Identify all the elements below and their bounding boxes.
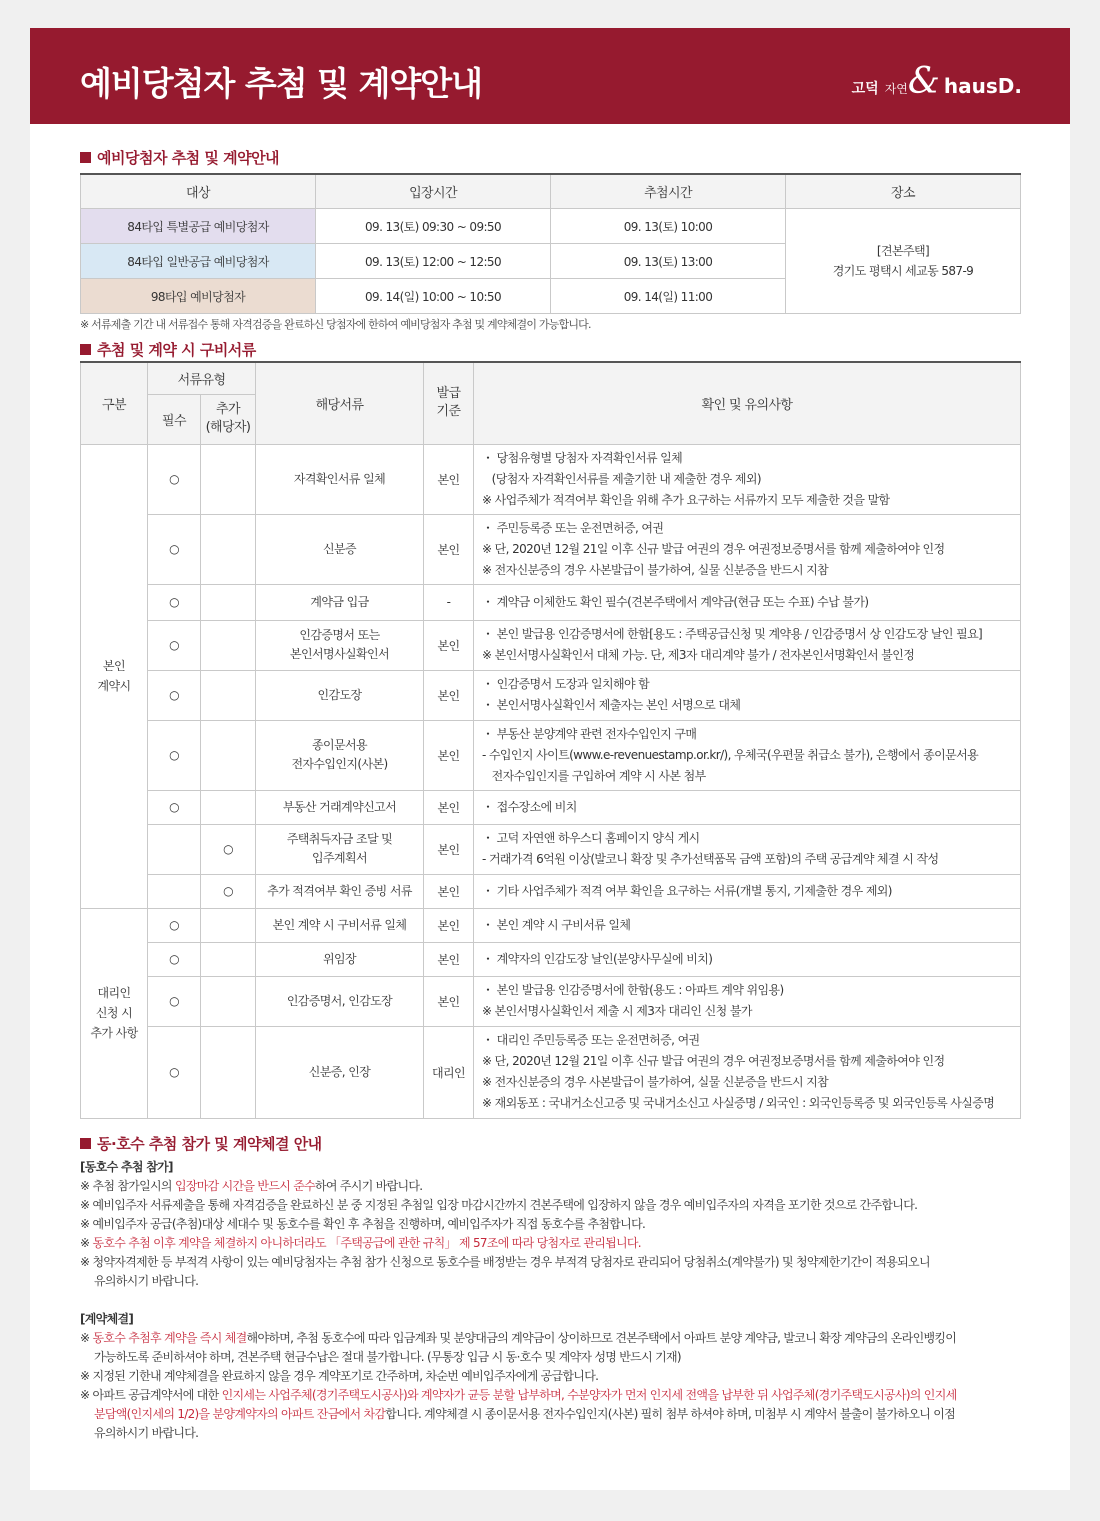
- col-header-doc-type: 서류유형: [148, 362, 256, 394]
- brand-logo: [851, 61, 1022, 102]
- notes-cell: [474, 514, 1021, 584]
- guide-line: ※ 청약자격제한 등 부적격 사항이 있는 예비당첨자는 추첨 참가 신청으로 동호수를 배정받는 경우 부적격 당첨자로 관리되어 당첨취소(계약불가) 및 청약제한기간이 적용되오니: [80, 1255, 930, 1269]
- notes-cell: [474, 942, 1021, 976]
- issue-basis: 본인: [424, 942, 474, 976]
- issue-basis: 본인: [424, 908, 474, 942]
- draw-cell: 09. 13(토) 10:00: [551, 209, 786, 244]
- document-name: 종이문서용 전자수입인지(사본): [256, 720, 424, 790]
- required-mark: ○: [148, 790, 201, 824]
- guide-line: 가능하도록 준비하셔야 하며, 견본주택 현금수납은 절대 불가합니다. (무통장 입금 시 동·호수 및 계약자 성명 반드시 기재): [94, 1350, 681, 1364]
- brand-ko1: 고덕: [851, 81, 879, 97]
- notes-cell: [474, 874, 1021, 908]
- target-cell: 84타입 일반공급 예비당첨자: [81, 244, 316, 279]
- col-header-notes: 확인 및 유의사항: [474, 362, 1021, 444]
- additional-mark: [201, 620, 256, 670]
- document-name: 주택취득자금 조달 및 입주계획서: [256, 824, 424, 874]
- additional-mark: [201, 790, 256, 824]
- entry-cell: 09. 14(일) 10:00 ~ 10:50: [316, 279, 551, 314]
- additional-mark: ○: [201, 824, 256, 874]
- additional-mark: [201, 908, 256, 942]
- notes-cell: [474, 584, 1021, 620]
- square-bullet-icon: [80, 152, 91, 163]
- brand-amp: &: [907, 61, 940, 102]
- target-cell: 98타입 예비당첨자: [81, 279, 316, 314]
- entry-cell: 09. 13(토) 12:00 ~ 12:50: [316, 244, 551, 279]
- note-line: ※ 전자신분증의 경우 사본발급이 불가하여, 실물 신분증을 반드시 지참: [482, 562, 829, 577]
- guide-line: ※ 예비입주자 공급(추첨)대상 세대수 및 동호수를 확인 후 추첨을 진행하며, 예비입주자가 직접 동호수를 추첨합니다.: [80, 1217, 646, 1231]
- issue-basis: 본인: [424, 824, 474, 874]
- note-line: ※ 단, 2020년 12월 21일 이후 신규 발급 여권의 경우 여권정보증명서를 함께 제출하여야 인정: [482, 1054, 945, 1068]
- col-header-place: 장소: [786, 174, 1021, 209]
- note-line: (당첨자 자격확인서류를 제출기한 내 제출한 경우 제외): [482, 471, 761, 486]
- note-line: ※ 사업주체가 적격여부 확인을 위해 추가 요구하는 서류까지 모두 제출한 것을 말함: [482, 492, 890, 507]
- document-name: 인감도장: [256, 670, 424, 720]
- issue-basis: 본인: [424, 874, 474, 908]
- issue-basis: -: [424, 584, 474, 620]
- required-mark: [148, 824, 201, 874]
- additional-mark: [201, 584, 256, 620]
- issue-basis: 본인: [424, 670, 474, 720]
- guide-line: ※ 추첨 참가일시의 입장마감 시간을 반드시 준수하여 주시기 바랍니다.: [80, 1179, 423, 1193]
- guide-line: 유의하시기 바랍니다.: [94, 1426, 199, 1440]
- table-row: [81, 874, 1021, 908]
- required-mark: ○: [148, 908, 201, 942]
- required-mark: ○: [148, 620, 201, 670]
- table-row: [81, 942, 1021, 976]
- col-header-additional: 추가 (해당자): [201, 394, 256, 444]
- table-row: [81, 514, 1021, 584]
- col-header-draw: 추첨시간: [551, 174, 786, 209]
- note-line: ※ 재외동포 : 국내거소신고증 및 국내거소신고 사실증명 / 외국인 : 외국인등록증 및 외국인등록 사실증명: [482, 1096, 995, 1110]
- additional-mark: [201, 670, 256, 720]
- brand-ko2: 자연: [884, 82, 908, 96]
- notes-cell: [474, 670, 1021, 720]
- note-line: - 거래가격 6억원 이상(발코니 확장 및 추가선택품목 금액 포함)의 주택 공급계약 체결 시 작성: [482, 852, 939, 866]
- table-row: [81, 790, 1021, 824]
- table-row: [81, 209, 1021, 244]
- note-line: ・ 당첨유형별 당첨자 자격확인서류 일체: [482, 450, 683, 465]
- category-cell: 본인 계약시: [81, 444, 148, 908]
- table-row: [81, 976, 1021, 1026]
- note-line: ※ 본인서명사실확인서 제출 시 제3자 대리인 신청 불가: [482, 1004, 752, 1018]
- target-cell: 84타입 특별공급 예비당첨자: [81, 209, 316, 244]
- issue-basis: 본인: [424, 720, 474, 790]
- notes-cell: [474, 976, 1021, 1026]
- col-header-target: 대상: [81, 174, 316, 209]
- required-mark: ○: [148, 670, 201, 720]
- notes-cell: [474, 824, 1021, 874]
- col-header-category: 구분: [81, 362, 148, 444]
- note-line: ・ 본인서명사실확인서 제출자는 본인 서명으로 대체: [482, 698, 741, 712]
- square-bullet-icon: [80, 1138, 91, 1149]
- note-line: ・ 계약금 이체한도 확인 필수(견본주택에서 계약금(현금 또는 수표) 수납 불가): [482, 594, 869, 609]
- note-line: ・ 고덕 자연앤 하우스디 홈페이지 양식 게시: [482, 831, 700, 845]
- table-row: [81, 670, 1021, 720]
- issue-basis: 본인: [424, 620, 474, 670]
- note-line: ・ 본인 계약 시 구비서류 일체: [482, 917, 631, 932]
- note-line: ・ 대리인 주민등록증 또는 운전면허증, 여권: [482, 1033, 700, 1047]
- required-mark: ○: [148, 1026, 201, 1118]
- category-cell: 대리인 신청 시 추가 사항: [81, 908, 148, 1118]
- page-title: 예비당첨자 추첨 및 계약안내: [80, 64, 483, 103]
- brand-en: hausD.: [943, 74, 1022, 98]
- note-line: ・ 접수장소에 비치: [482, 799, 577, 814]
- document-name: 신분증: [256, 514, 424, 584]
- document-name: 위임장: [256, 942, 424, 976]
- notes-cell: [474, 620, 1021, 670]
- schedule-table: [80, 173, 1021, 314]
- place-cell: [견본주택] 경기도 평택시 세교동 587-9: [786, 209, 1021, 314]
- notes-cell: [474, 790, 1021, 824]
- note-line: ・ 인감증명서 도장과 일치해야 함: [482, 677, 650, 691]
- table-row: [81, 1026, 1021, 1118]
- issue-basis: 대리인: [424, 1026, 474, 1118]
- document-name: 신분증, 인장: [256, 1026, 424, 1118]
- table-row: [81, 908, 1021, 942]
- notes-cell: [474, 908, 1021, 942]
- guide-line: ※ 동호수 추첨 이후 계약을 체결하지 아니하더라도 「주택공급에 관한 규칙」 제 57조에 따라 당첨자로 관리됩니다.: [80, 1236, 641, 1250]
- page: [30, 28, 1070, 1490]
- document-name: 인감증명서 또는 본인서명사실확인서: [256, 620, 424, 670]
- additional-mark: ○: [201, 874, 256, 908]
- subheading-lottery: [동호수 추첨 참가]: [80, 1160, 173, 1174]
- note-line: - 수입인지 사이트(www.e-revenuestamp.or.kr/), 우체국(우편물 취급소 불가), 은행에서 종이문서용: [482, 747, 979, 762]
- additional-mark: [201, 1026, 256, 1118]
- additional-mark: [201, 976, 256, 1026]
- section1-title: 예비당첨자 추첨 및 계약안내: [80, 147, 279, 168]
- header-banner: [30, 28, 1070, 124]
- document-name: 자격확인서류 일체: [256, 444, 424, 514]
- notes-cell: [474, 444, 1021, 514]
- eligibility-note: ※ 서류제출 기간 내 서류접수 통해 자격검증을 완료하신 당첨자에 한하여 예비당첨자 추첨 및 계약체결이 가능합니다.: [80, 318, 591, 331]
- note-line: 전자수입인지를 구입하여 계약 시 사본 첨부: [482, 768, 706, 783]
- required-mark: ○: [148, 976, 201, 1026]
- subheading-contract: [계약체결]: [80, 1312, 134, 1326]
- document-name: 추가 적격여부 확인 증빙 서류: [256, 874, 424, 908]
- table-row: [81, 584, 1021, 620]
- note-line: ※ 전자신분증의 경우 사본발급이 불가하여, 실물 신분증을 반드시 지참: [482, 1075, 829, 1089]
- additional-mark: [201, 942, 256, 976]
- note-line: ・ 계약자의 인감도장 날인(분양사무실에 비치): [482, 951, 713, 966]
- required-mark: ○: [148, 584, 201, 620]
- document-name: 인감증명서, 인감도장: [256, 976, 424, 1026]
- guide-line: ※ 예비입주자 서류제출을 통해 자격검증을 완료하신 분 중 지정된 추첨일 입장 마감시간까지 견본주택에 입장하지 않을 경우 예비입주자의 자격을 포기한 것으로 간주합니다.: [80, 1198, 918, 1212]
- additional-mark: [201, 444, 256, 514]
- notes-cell: [474, 720, 1021, 790]
- table-row: [81, 720, 1021, 790]
- required-mark: ○: [148, 514, 201, 584]
- entry-cell: 09. 13(토) 09:30 ~ 09:50: [316, 209, 551, 244]
- documents-table: [80, 361, 1021, 1119]
- document-name: 계약금 입금: [256, 584, 424, 620]
- section2-title: 추첨 및 계약 시 구비서류: [80, 339, 256, 360]
- note-line: ※ 본인서명사실확인서 대체 가능. 단, 제3자 대리계약 불가 / 전자본인서명확인서 불인정: [482, 648, 915, 662]
- note-line: ・ 본인 발급용 인감증명서에 한함[용도 : 주택공급신청 및 계약용 / 인감증명서 상 인감도장 날인 필요]: [482, 627, 983, 641]
- required-mark: ○: [148, 444, 201, 514]
- note-line: ・ 본인 발급용 인감증명서에 한함(용도 : 아파트 계약 위임용): [482, 983, 784, 997]
- col-header-document: 해당서류: [256, 362, 424, 444]
- required-mark: [148, 874, 201, 908]
- issue-basis: 본인: [424, 444, 474, 514]
- required-mark: ○: [148, 720, 201, 790]
- draw-cell: 09. 13(토) 13:00: [551, 244, 786, 279]
- issue-basis: 본인: [424, 790, 474, 824]
- note-line: ・ 주민등록증 또는 운전면허증, 여권: [482, 520, 664, 535]
- table-row: [81, 620, 1021, 670]
- guide-line: ※ 아파트 공급계약서에 대한 인지세는 사업주체(경기주택도시공사)와 계약자가 균등 분할 납부하며, 수분양자가 먼저 인지세 전액을 납부한 뒤 사업주체(경기주택도시공사)의 인지세: [80, 1388, 957, 1402]
- square-bullet-icon: [80, 344, 91, 355]
- guide-line: 분담액(인지세의 1/2)을 분양계약자의 아파트 잔금에서 차감합니다. 계약체결 시 종이문서용 전자수입인지(사본) 필히 첨부 하셔야 하며, 미첨부 시 계약서 불출이 불가하오니 이점: [94, 1407, 956, 1421]
- draw-cell: 09. 14(일) 11:00: [551, 279, 786, 314]
- note-line: ・ 기타 사업주체가 적격 여부 확인을 요구하는 서류(개별 통지, 기제출한 경우 제외): [482, 883, 892, 898]
- issue-basis: 본인: [424, 976, 474, 1026]
- contract-guide: [80, 1310, 1025, 1443]
- note-line: ・ 부동산 분양계약 관련 전자수입인지 구매: [482, 726, 697, 741]
- col-header-entry: 입장시간: [316, 174, 551, 209]
- table-row: [81, 444, 1021, 514]
- guide-line: 유의하시기 바랍니다.: [94, 1274, 199, 1288]
- guide-line: ※ 지정된 기한내 계약체결을 완료하지 않을 경우 계약포기로 간주하며, 차순번 예비입주자에게 공급합니다.: [80, 1369, 599, 1383]
- document-name: 본인 계약 시 구비서류 일체: [256, 908, 424, 942]
- notes-cell: [474, 1026, 1021, 1118]
- section3-title: 동·호수 추첨 참가 및 계약체결 안내: [80, 1133, 322, 1154]
- issue-basis: 본인: [424, 514, 474, 584]
- additional-mark: [201, 514, 256, 584]
- lottery-guide: [80, 1158, 1025, 1291]
- additional-mark: [201, 720, 256, 790]
- note-line: ※ 단, 2020년 12월 21일 이후 신규 발급 여권의 경우 여권정보증명서를 함께 제출하여야 인정: [482, 541, 945, 556]
- col-header-required: 필수: [148, 394, 201, 444]
- required-mark: ○: [148, 942, 201, 976]
- col-header-issue-basis: 발급 기준: [424, 362, 474, 444]
- document-name: 부동산 거래계약신고서: [256, 790, 424, 824]
- table-row: [81, 824, 1021, 874]
- guide-line: ※ 동호수 추첨후 계약을 즉시 체결해야하며, 추첨 동호수에 따라 입금계좌 및 분양대금의 계약금이 상이하므로 견본주택에서 아파트 분양 계약금, 발코니 확장 계약금의 온라인뱅킹이: [80, 1331, 957, 1345]
